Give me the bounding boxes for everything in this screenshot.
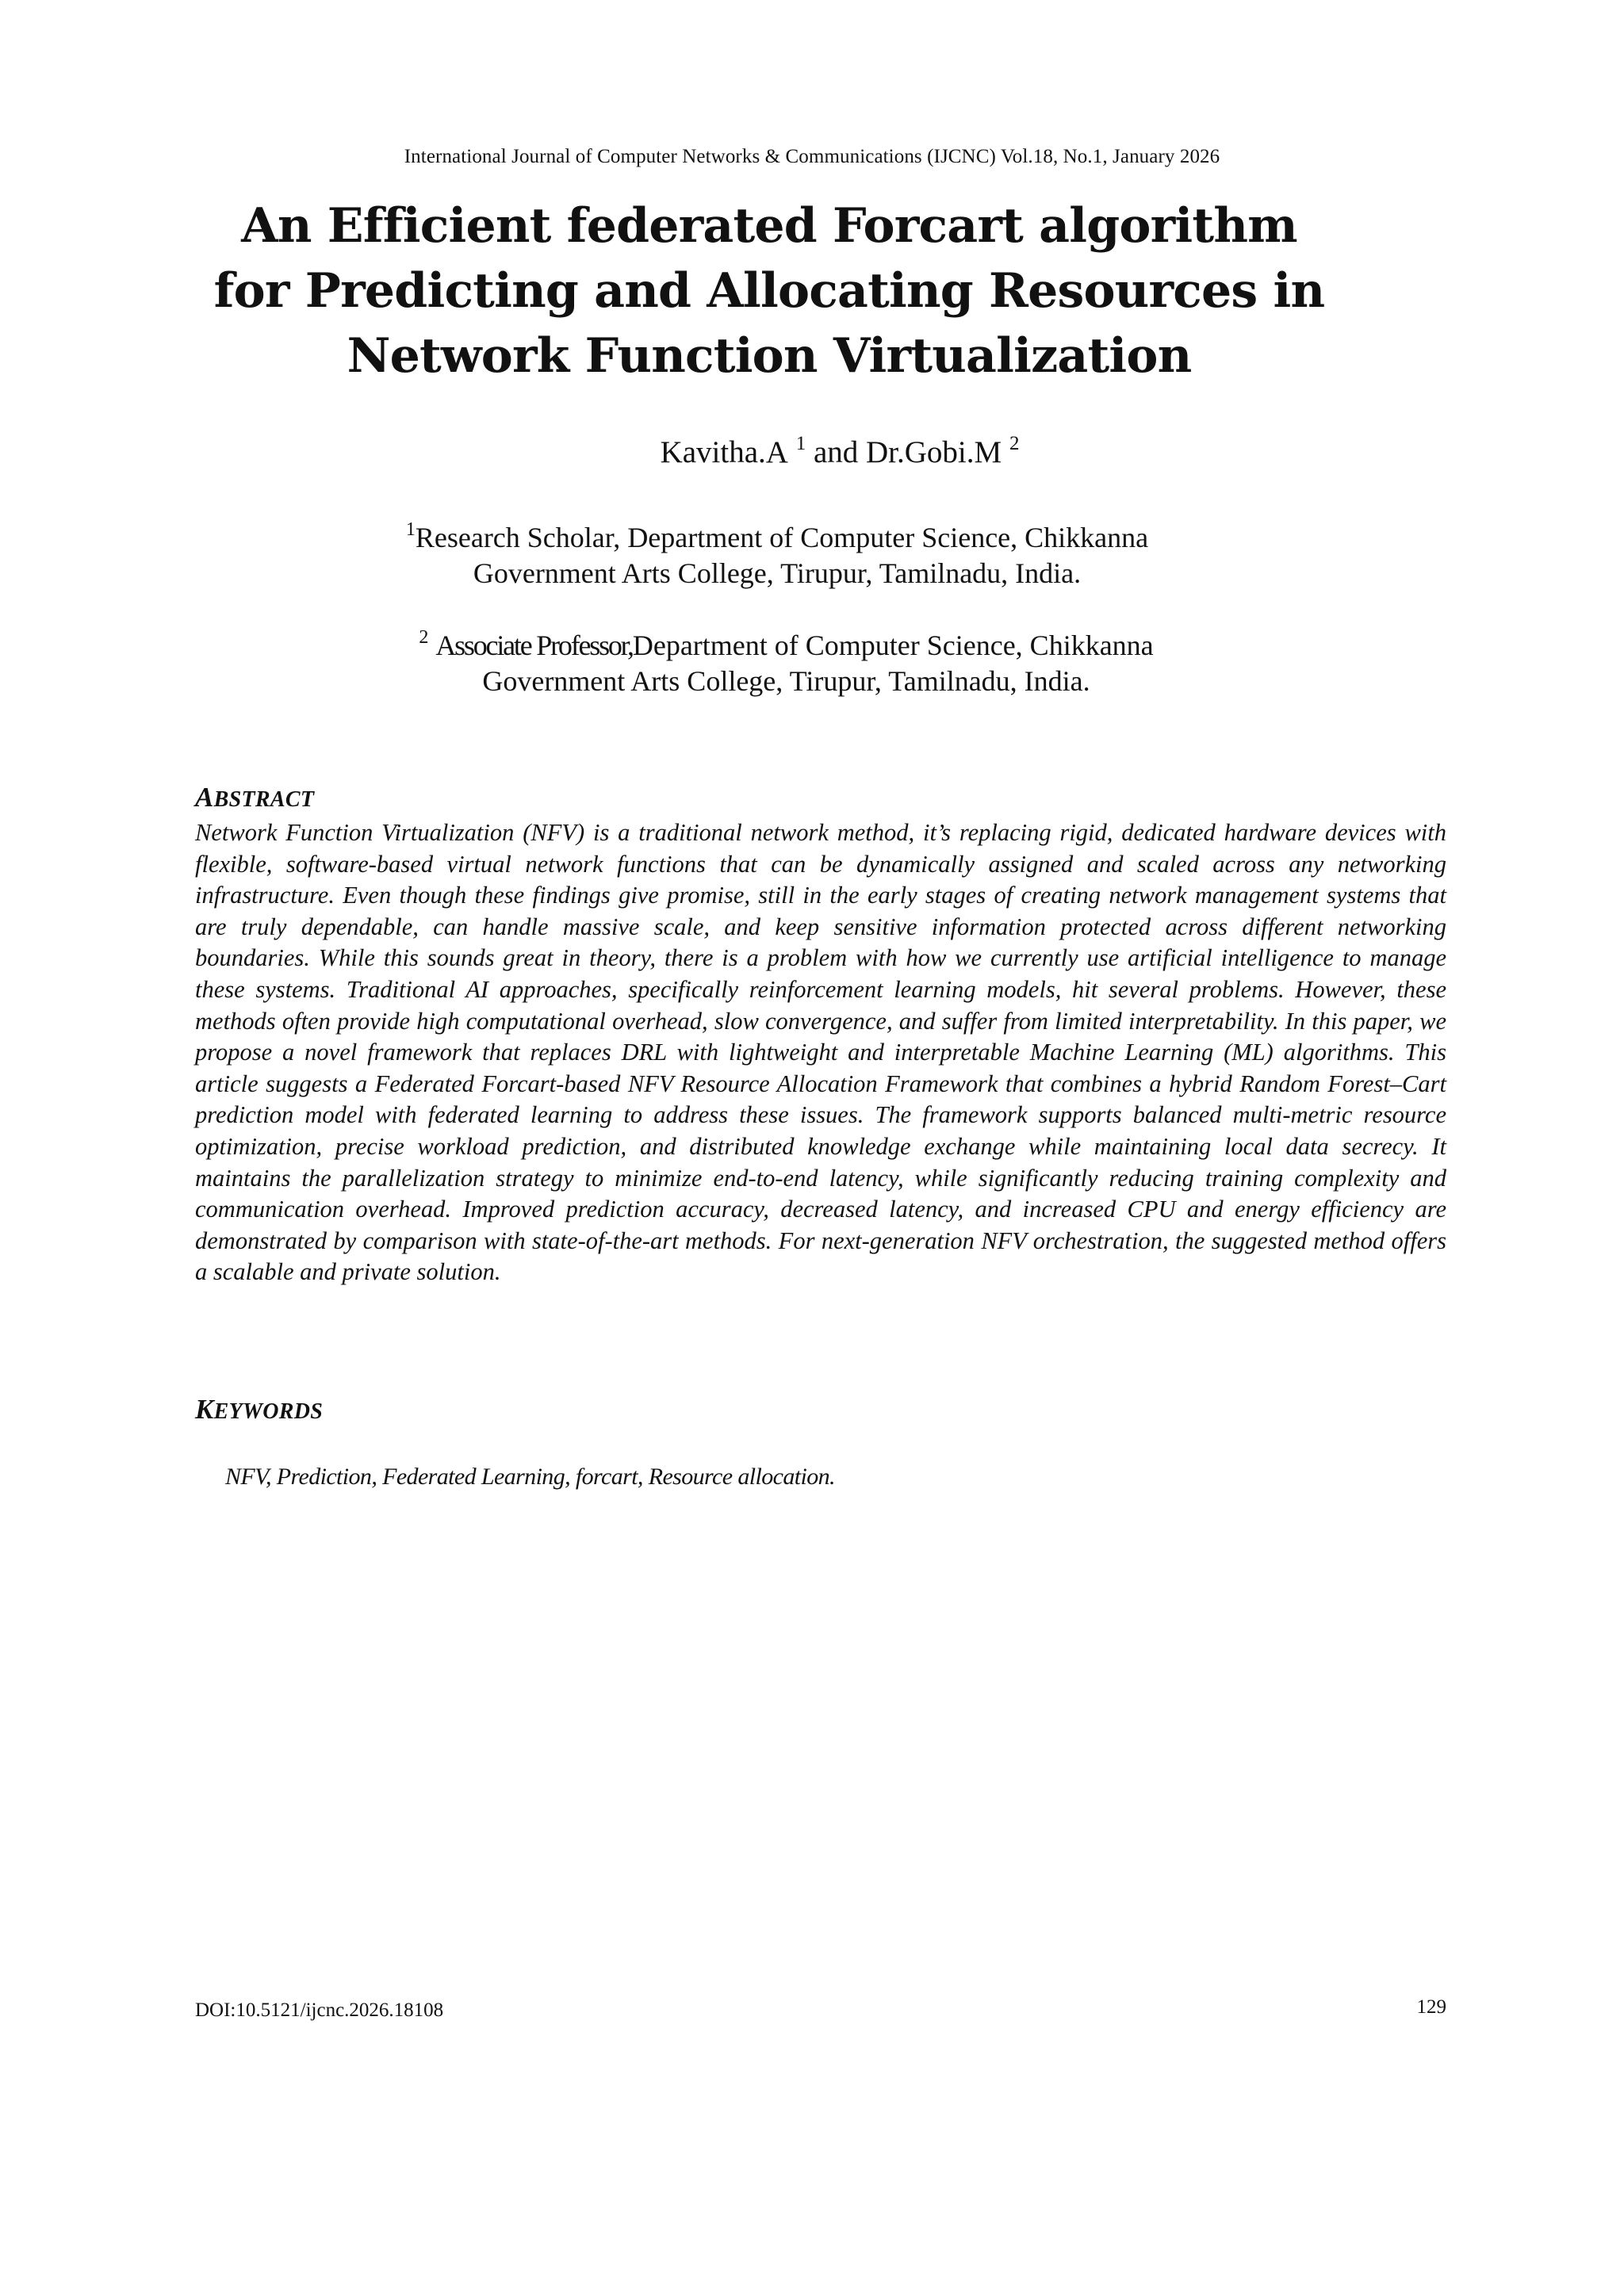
keywords-heading	[195, 1394, 323, 1425]
affiliation-1-mark: 1	[405, 519, 416, 540]
keywords-text: NFV, Prediction, Federated Learning, forcart, Resource allocation.	[225, 1464, 835, 1490]
author-line	[0, 434, 1624, 470]
affiliation-2	[0, 628, 1624, 699]
title-line-1: An Efficient federated Forcart algorithm	[241, 198, 1297, 254]
paper-title	[206, 193, 1332, 388]
affiliation-2-line-1	[0, 628, 1572, 664]
author-conjunction: and	[813, 435, 859, 469]
running-head: International Journal of Computer Networks & Communications (IJCNC) Vol.18, No.1, January 2026	[404, 146, 1220, 167]
abstract-heading	[195, 782, 314, 813]
affiliation-2-mark: 2	[419, 627, 429, 648]
keywords-heading-rest: EYWORDS	[213, 1399, 324, 1424]
title-line-3: Network Function Virtualization	[347, 328, 1192, 384]
author-1-name: Kavitha.A	[660, 435, 788, 469]
affiliation-1-line-1	[0, 520, 1554, 556]
author-1-mark: 1	[795, 433, 806, 454]
abstract-heading-rest: BSTRACT	[213, 787, 315, 812]
author-2-name: Dr.Gobi.M	[866, 435, 1002, 469]
keywords-heading-cap: K	[195, 1394, 214, 1425]
abstract-heading-cap: A	[195, 782, 214, 813]
abstract-text: Network Function Virtualization (NFV) is a traditional network method, it’s replacing rigid, dedicated hardware devices with flexible, software-based virtual network functions that can be dynamically assigned and scaled across any networking infrastructure. Even though these findings give promise, still in the early stages of creating network management systems that are truly dependable, can handle massive scale, and keep sensitive information protected across different networking boundaries. While this sounds great in theory, there is a problem with how we currently use artificial intelligence to manage these systems. Traditional AI approaches, specifically reinforcement learning models, hit several problems. However, these methods often provide high computational overhead, slow convergence, and suffer from limited interpretability. In this paper, we propose a novel framework that replaces DRL with lightweight and interpretable Machine Learning (ML) algorithms. This article suggests a Federated Forcart-based NFV Resource Allocation Framework that combines a hybrid Random Forest–Cart prediction model with federated learning to address these issues. The framework supports balanced multi-metric resource optimization, precise workload prediction, and distributed knowledge exchange while maintaining local data secrecy. It maintains the parallelization strategy to minimize end-to-end latency, while significantly reducing training complexity and communication overhead. Improved prediction accuracy, decreased latency, and increased CPU and energy efficiency are demonstrated by comparison with state-of-the-art methods. For next-generation NFV orchestration, the suggested method offers a scalable and private solution.	[195, 819, 1446, 1286]
footer-doi: DOI:10.5121/ijcnc.2026.18108	[195, 1999, 444, 2021]
affiliation-2-role: Associate Professor,	[435, 629, 633, 661]
author-2-mark: 2	[1009, 433, 1020, 454]
affiliation-1-dept: Department of Computer Science, Chikkanna	[627, 522, 1149, 553]
affiliation-2-line-2: Government Arts College, Tirupur, Tamilnadu, India.	[482, 665, 1090, 697]
affiliation-2-dept: Department of Computer Science, Chikkanna	[632, 629, 1154, 661]
title-line-2: for Predicting and Allocating Resources in	[213, 263, 1325, 319]
page-number: 129	[1416, 1996, 1446, 2018]
affiliation-1-role: Research Scholar,	[415, 522, 621, 553]
affiliation-1-line-2: Government Arts College, Tirupur, Tamilnadu, India.	[473, 557, 1082, 589]
affiliation-1	[0, 520, 1624, 591]
